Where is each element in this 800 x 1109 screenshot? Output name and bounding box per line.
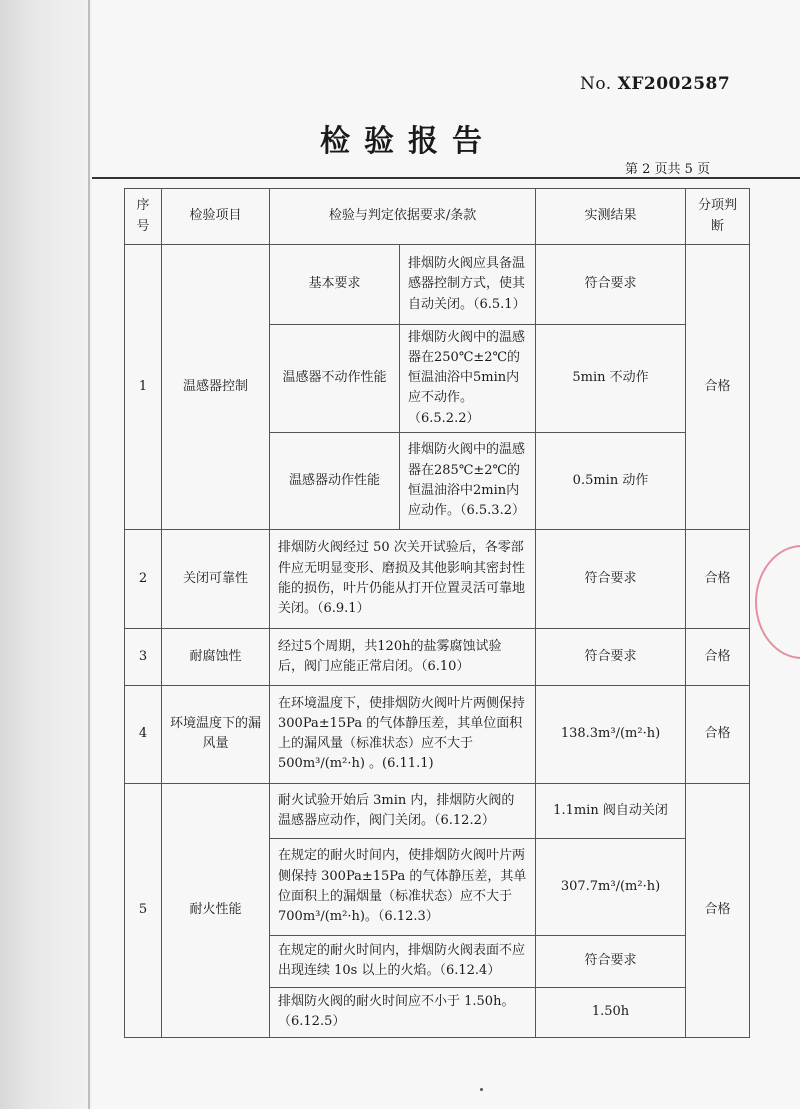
row-seq: 2: [125, 529, 162, 628]
row-verdict: 合格: [686, 529, 750, 628]
row-seq: 4: [125, 685, 162, 783]
row-item: 温感器控制: [162, 245, 270, 530]
report-number-prefix: No.: [580, 74, 612, 94]
header-basis: 检验与判定依据要求/条款: [270, 189, 536, 245]
row-verdict: 合格: [686, 685, 750, 783]
table-row: [125, 685, 750, 783]
row-result: 307.7m³/(m²·h): [536, 838, 686, 935]
header-seq: 序号: [125, 189, 162, 245]
sub-item-name: 温感器不动作性能: [270, 325, 400, 433]
row-verdict: 合格: [686, 628, 750, 685]
row-result: 0.5min 动作: [536, 432, 686, 529]
row-seq: 3: [125, 628, 162, 685]
row-verdict: 合格: [686, 245, 750, 530]
row-result: 符合要求: [536, 628, 686, 685]
row-basis: 在规定的耐火时间内，使排烟防火阀叶片两侧保持 300Pa±15Pa 的气体静压差，其单位面积上的漏烟量（标准状态）应不大于 700m³/(m²·h)。（6.12.3）: [270, 838, 536, 935]
table-row: [125, 783, 750, 838]
row-result: 138.3m³/(m²·h): [536, 685, 686, 783]
report-number: [580, 74, 730, 94]
table-row: [125, 529, 750, 628]
page-title: 检验报告: [320, 124, 496, 159]
row-basis: 在规定的耐火时间内，排烟防火阀表面不应出现连续 10s 以上的火焰。（6.12.4）: [270, 935, 536, 987]
row-result: 1.50h: [536, 987, 686, 1037]
table-header-row: [125, 189, 750, 245]
row-result: 5min 不动作: [536, 325, 686, 433]
sub-item-name: 基本要求: [270, 245, 400, 325]
header-divider: [92, 177, 800, 179]
page-mark-dot: [480, 1088, 483, 1091]
header-result: 实测结果: [536, 189, 686, 245]
page-number: 第 2 页共 5 页: [625, 162, 711, 177]
row-basis: 在环境温度下，使排烟防火阀叶片两侧保持 300Pa±15Pa 的气体静压差，其单位面积上的漏风量（标准状态）应不大于 500m³/(m²·h) 。(6.11.1): [270, 685, 536, 783]
row-item: 耐火性能: [162, 783, 270, 1037]
row-basis: 耐火试验开始后 3min 内，排烟防火阀的温感器应动作，阀门关闭。（6.12.2）: [270, 783, 536, 838]
row-result: 符合要求: [536, 935, 686, 987]
row-basis: 排烟防火阀应具备温感器控制方式，使其自动关闭。（6.5.1）: [400, 245, 536, 325]
row-seq: 1: [125, 245, 162, 530]
row-result: 符合要求: [536, 245, 686, 325]
row-basis: 经过5个周期，共120h的盐雾腐蚀试验后，阀门应能正常启闭。（6.10）: [270, 628, 536, 685]
row-basis: 排烟防火阀中的温感器在285℃±2℃的恒温油浴中2min内应动作。（6.5.3.2）: [400, 432, 536, 529]
table-row: [125, 628, 750, 685]
report-number-value: XF2002587: [617, 74, 731, 94]
inspection-table: [124, 188, 750, 1038]
row-basis: 排烟防火阀的耐火时间应不小于 1.50h。（6.12.5）: [270, 987, 536, 1037]
table-row: [125, 245, 750, 325]
page-binding-edge: [0, 0, 92, 1109]
header-verdict: 分项判断: [686, 189, 750, 245]
row-item: 关闭可靠性: [162, 529, 270, 628]
row-seq: 5: [125, 783, 162, 1037]
row-verdict: 合格: [686, 783, 750, 1037]
row-basis: 排烟防火阀中的温感器在250℃±2℃的恒温油浴中5min内应不动作。（6.5.2.2）: [400, 325, 536, 433]
header-item: 检验项目: [162, 189, 270, 245]
row-result: 1.1min 阀自动关闭: [536, 783, 686, 838]
row-result: 符合要求: [536, 529, 686, 628]
row-item: 环境温度下的漏风量: [162, 685, 270, 783]
row-basis: 排烟防火阀经过 50 次关开试验后，各零部件应无明显变形、磨损及其他影响其密封性能的损伤，叶片仍能从打开位置灵活可靠地关闭。（6.9.1）: [270, 529, 536, 628]
sub-item-name: 温感器动作性能: [270, 432, 400, 529]
row-item: 耐腐蚀性: [162, 628, 270, 685]
